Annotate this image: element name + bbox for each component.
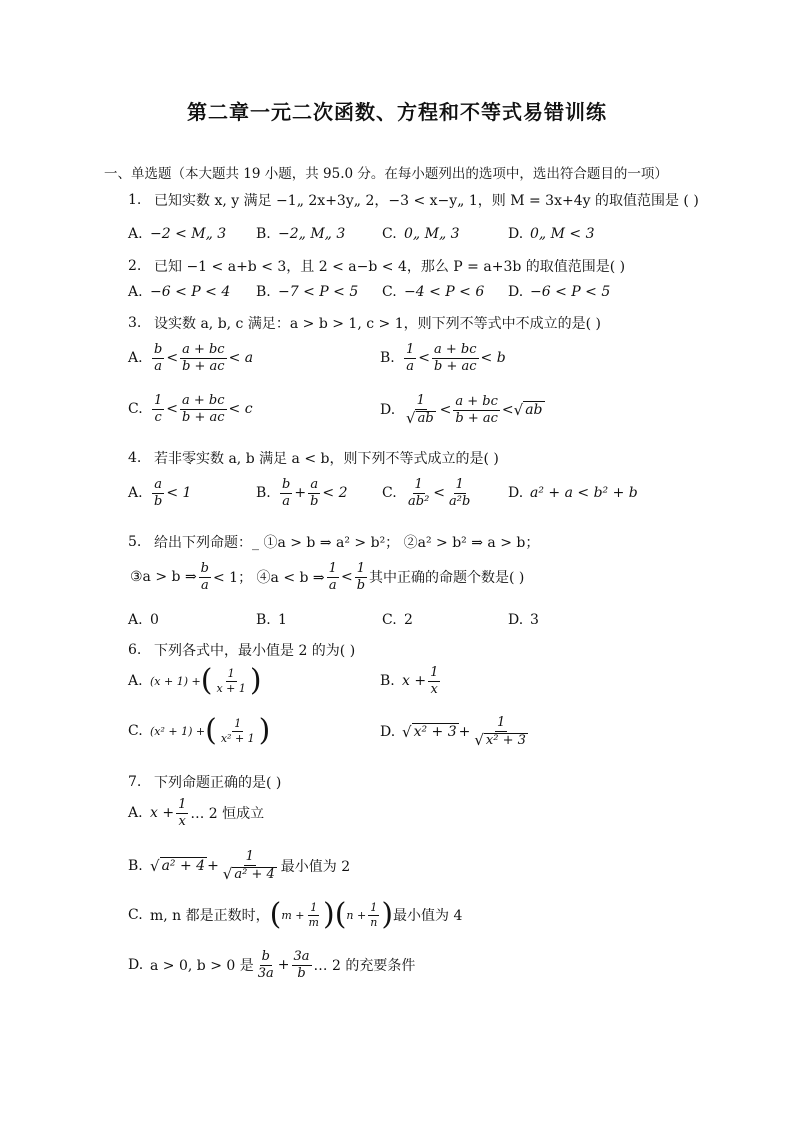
question-stem: 给出下列命题：_ ①a > b ⇒ a² > b²； ②a² > b² ⇒ a > b； bbox=[154, 535, 540, 551]
question-stem: 已知 −1 < a+b < 3，且 2 < a−b < 4，那么 P = a+3b 的取值范围是( ) bbox=[154, 259, 626, 275]
option-c[interactable]: C. 0„ M„ 3 bbox=[382, 226, 460, 242]
question-2-options bbox=[128, 284, 610, 300]
option-b[interactable]: B. −7 < P < 5 bbox=[256, 284, 359, 300]
option-b[interactable]: B. −2„ M„ 3 bbox=[256, 226, 346, 242]
option-c[interactable]: C. −4 < P < 6 bbox=[382, 284, 485, 300]
question-number: 3. bbox=[128, 315, 142, 331]
option-c[interactable]: C. (x² + 1) + ( $\frac{1}{\text{x² + 1}}$ ) bbox=[128, 713, 271, 748]
option-c[interactable]: C. $\frac{1}{\text{ab²}}$ < $\frac{1}{\text{a²b}}$ bbox=[382, 477, 471, 509]
question-1 bbox=[128, 190, 699, 210]
question-number: 2. bbox=[128, 258, 142, 274]
option-d[interactable]: D. a² + a < b² + b bbox=[508, 485, 638, 502]
question-stem: 已知实数 x, y 满足 −1„ 2x+3y„ 2，−3 < x−y„ 1，则 M = 3x+4y 的取值范围是 ( ) bbox=[154, 193, 699, 209]
question-stem: 下列命题正确的是( ) bbox=[154, 775, 282, 791]
question-5-options bbox=[128, 612, 539, 628]
question-stem: 设实数 a, b, c 满足：a > b > 1, c > 1，则下列不等式中不成立的是( ) bbox=[154, 316, 601, 332]
option-d[interactable]: D. a > 0, b > 0 是 $\frac{b}{3a}$ + $\frac{3a}{b}$ … 2 的充要条件 bbox=[128, 949, 416, 981]
option-d[interactable]: D. √ x² + 3 + 1 √ x² + 3 bbox=[380, 715, 526, 749]
option-a[interactable]: A. −2 < M„ 3 bbox=[128, 226, 227, 242]
option-d[interactable]: D. 1 √ ab < $\frac{a + bc}{b + ac}$ < √ ab bbox=[380, 393, 543, 427]
option-b[interactable]: B. $\frac{1}{a}$ < $\frac{a + bc}{b + ac}$ < b bbox=[380, 342, 506, 374]
option-d[interactable]: D. −6 < P < 5 bbox=[508, 284, 611, 300]
question-3 bbox=[128, 313, 601, 333]
question-number: 5. bbox=[128, 534, 142, 550]
square-root: √ ab bbox=[513, 401, 543, 420]
question-1-options bbox=[128, 226, 594, 242]
option-b[interactable]: B. x + $\frac{1}{x}$ bbox=[380, 665, 439, 697]
question-2 bbox=[128, 256, 625, 276]
option-a[interactable]: A. 0 bbox=[128, 612, 159, 628]
question-7 bbox=[128, 772, 281, 792]
question-4 bbox=[128, 448, 499, 468]
option-b[interactable]: B. 1 bbox=[256, 612, 287, 628]
fraction: $\frac{a + bc}{b + ac}$ bbox=[182, 342, 225, 374]
question-stem: 若非零实数 a, b 满足 a < b，则下列不等式成立的是( ) bbox=[154, 451, 499, 467]
question-number: 1. bbox=[128, 192, 142, 208]
option-a[interactable]: A. −6 < P < 4 bbox=[128, 284, 231, 300]
fraction: $\frac{b}{a}$ bbox=[154, 342, 163, 374]
question-number: 7. bbox=[128, 774, 142, 790]
question-5-line2: ③a > b ⇒ $\frac{b}{a}$ < 1； ④a < b ⇒ $\frac{1}{a}$ < $\frac{1}{b}$ 其中正确的命题个数是( ) bbox=[130, 561, 525, 593]
page-title: 第二章一元二次函数、方程和不等式易错训练 bbox=[187, 100, 607, 124]
fraction: $\frac{1}{c}$ bbox=[154, 393, 163, 425]
option-a[interactable]: A. $\frac{b}{a}$ < $\frac{a + bc}{b + ac}$ < a bbox=[128, 342, 254, 374]
option-d[interactable]: D. 3 bbox=[508, 612, 539, 628]
option-a[interactable]: A. $\frac{a}{b}$ < 1 bbox=[128, 477, 192, 509]
option-b[interactable]: B. $\frac{b}{a}$ + $\frac{a}{b}$ < 2 bbox=[256, 477, 348, 509]
fraction: $\frac{a + bc}{b + ac}$ bbox=[455, 394, 498, 426]
option-c[interactable]: C. 2 bbox=[382, 612, 413, 628]
fraction: $\frac{a + bc}{b + ac}$ bbox=[434, 342, 477, 374]
fraction: $\frac{1}{a}$ bbox=[406, 342, 415, 374]
question-number: 6. bbox=[128, 642, 142, 658]
option-c[interactable]: C. m, n 都是正数时， ( m + $\frac{1}{m}$ ) ( n + $\frac{1}{n}$ ) 最小值为 4 bbox=[128, 897, 463, 932]
option-a[interactable]: A. x + $\frac{1}{x}$ … 2 恒成立 bbox=[128, 797, 265, 829]
option-a[interactable]: A. (x + 1) + ( $\frac{1}{x + 1}$ ) bbox=[128, 663, 262, 698]
question-5 bbox=[128, 532, 539, 552]
question-number: 4. bbox=[128, 450, 142, 466]
fraction: 1 √ ab bbox=[406, 393, 434, 427]
question-stem: 下列各式中，最小值是 2 的为( ) bbox=[154, 643, 356, 659]
question-6 bbox=[128, 640, 355, 660]
option-d[interactable]: D. 0„ M < 3 bbox=[508, 226, 595, 242]
option-b[interactable]: B. √ a² + 4 + 1 √ a² + 4 最小值为 2 bbox=[128, 849, 351, 883]
question-4-options bbox=[128, 478, 638, 508]
option-c[interactable]: C. $\frac{1}{c}$ < $\frac{a + bc}{b + ac}$ < c bbox=[128, 393, 253, 425]
fraction: $\frac{a + bc}{b + ac}$ bbox=[182, 393, 225, 425]
section-heading: 一、单选题（本大题共 19 小题，共 95.0 分。在每小题列出的选项中，选出符合题目的一项） bbox=[104, 166, 668, 182]
